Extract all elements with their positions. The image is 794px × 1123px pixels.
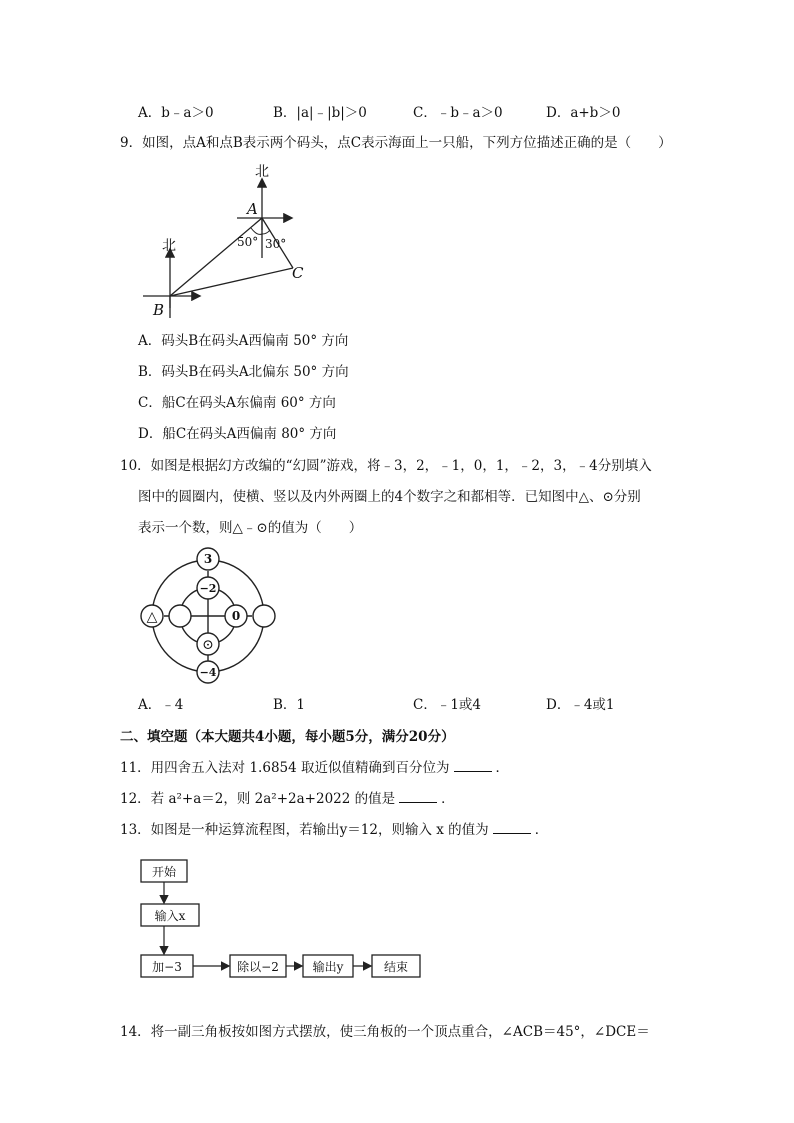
q8-option-c: C．﹣b﹣a＞0 (413, 105, 503, 121)
q10-option-a: A．﹣4 (138, 697, 184, 713)
q10-triangle-symbol: △ (146, 609, 158, 625)
q10-stem-line-1: 10．如图是根据幻方改编的“幻圆”游戏，将﹣3，2，﹣1，0，1，﹣2，3，﹣4分别填入 (120, 458, 652, 474)
q9-angle-50-label: 50° (237, 235, 259, 249)
q10-right-inner-value: 0 (231, 609, 241, 623)
q9-north-a-label: 北 (255, 164, 269, 180)
q9-point-b-label: B (153, 301, 165, 319)
q10-option-d: D．﹣4或1 (546, 697, 615, 713)
q10-option-c: C．﹣1或4 (413, 697, 482, 713)
q12-answer-blank[interactable] (399, 790, 437, 803)
q9-stem: 9．如图，点A和点B表示两个码头，点C表示海面上一只船，下列方位描述正确的是（ ） (120, 135, 672, 151)
q10-stem-line-3: 表示一个数，则△﹣⊙的值为（ ） (138, 520, 363, 536)
q13-answer-blank[interactable] (493, 821, 531, 834)
q9-north-b-label: 北 (162, 238, 176, 254)
q10-magic-circle-figure (138, 545, 288, 685)
q12-line: 12．若 a²+a＝2，则 2a²+2a+2022 的值是 ． (120, 791, 455, 807)
q11-answer-blank[interactable] (454, 759, 492, 772)
q11-text: 11．用四舍五入法对 1.6854 取近似值精确到百分位为 (120, 760, 450, 776)
q11-line: 11．用四舍五入法对 1.6854 取近似值精确到百分位为 ． (120, 760, 509, 776)
q10-bottom-value: −4 (199, 666, 217, 679)
q12-text: 12．若 a²+a＝2，则 2a²+2a+2022 的值是 (120, 791, 396, 807)
q9-option-d: D．船C在码头A西偏南 80° 方向 (138, 426, 337, 442)
flow-input-box: 输入x (154, 909, 186, 923)
q8-option-d: D．a+b＞0 (546, 105, 621, 121)
q9-angle-30-label: 30° (265, 237, 287, 251)
q8-option-b: B．|a|﹣|b|＞0 (273, 105, 367, 121)
q10-upper-inner-value: −2 (199, 582, 217, 595)
q9-direction-figure (135, 158, 315, 323)
q10-option-b: B．1 (273, 697, 306, 713)
q14-text: 14．将一副三角板按如图方式摆放，使三角板的一个顶点重合，∠ACB＝45°，∠DCE＝ (120, 1024, 650, 1040)
section-2-title: 二、填空题（本大题共4小题，每小题5分，满分20分） (120, 729, 455, 745)
q10-top-value: 3 (203, 552, 213, 566)
q10-stem-line-2: 图中的圆圈内，使横、竖以及内外两圈上的4个数字之和都相等．已知图中△、⊙分别 (138, 489, 641, 505)
q13-flowchart (135, 855, 435, 985)
flow-add-box: 加−3 (152, 960, 182, 974)
q13-line: 13．如图是一种运算流程图，若输出y＝12，则输入 x 的值为 ． (120, 822, 549, 838)
q13-text: 13．如图是一种运算流程图，若输出y＝12，则输入 x 的值为 (120, 822, 489, 838)
q9-option-b: B．码头B在码头A北偏东 50° 方向 (138, 364, 349, 380)
q9-option-a: A．码头B在码头A西偏南 50° 方向 (138, 333, 349, 349)
flow-start-box: 开始 (151, 865, 177, 879)
q9-option-c: C．船C在码头A东偏南 60° 方向 (138, 395, 336, 411)
q9-point-a-label: A (247, 200, 258, 218)
flow-output-box: 输出y (312, 960, 344, 974)
flow-divide-box: 除以−2 (237, 960, 279, 974)
q9-point-c-label: C (292, 264, 304, 282)
q10-circle-dot-symbol: ⊙ (202, 637, 214, 653)
q8-option-a: A．b﹣a＞0 (138, 105, 214, 121)
flow-end-box: 结束 (383, 960, 409, 974)
